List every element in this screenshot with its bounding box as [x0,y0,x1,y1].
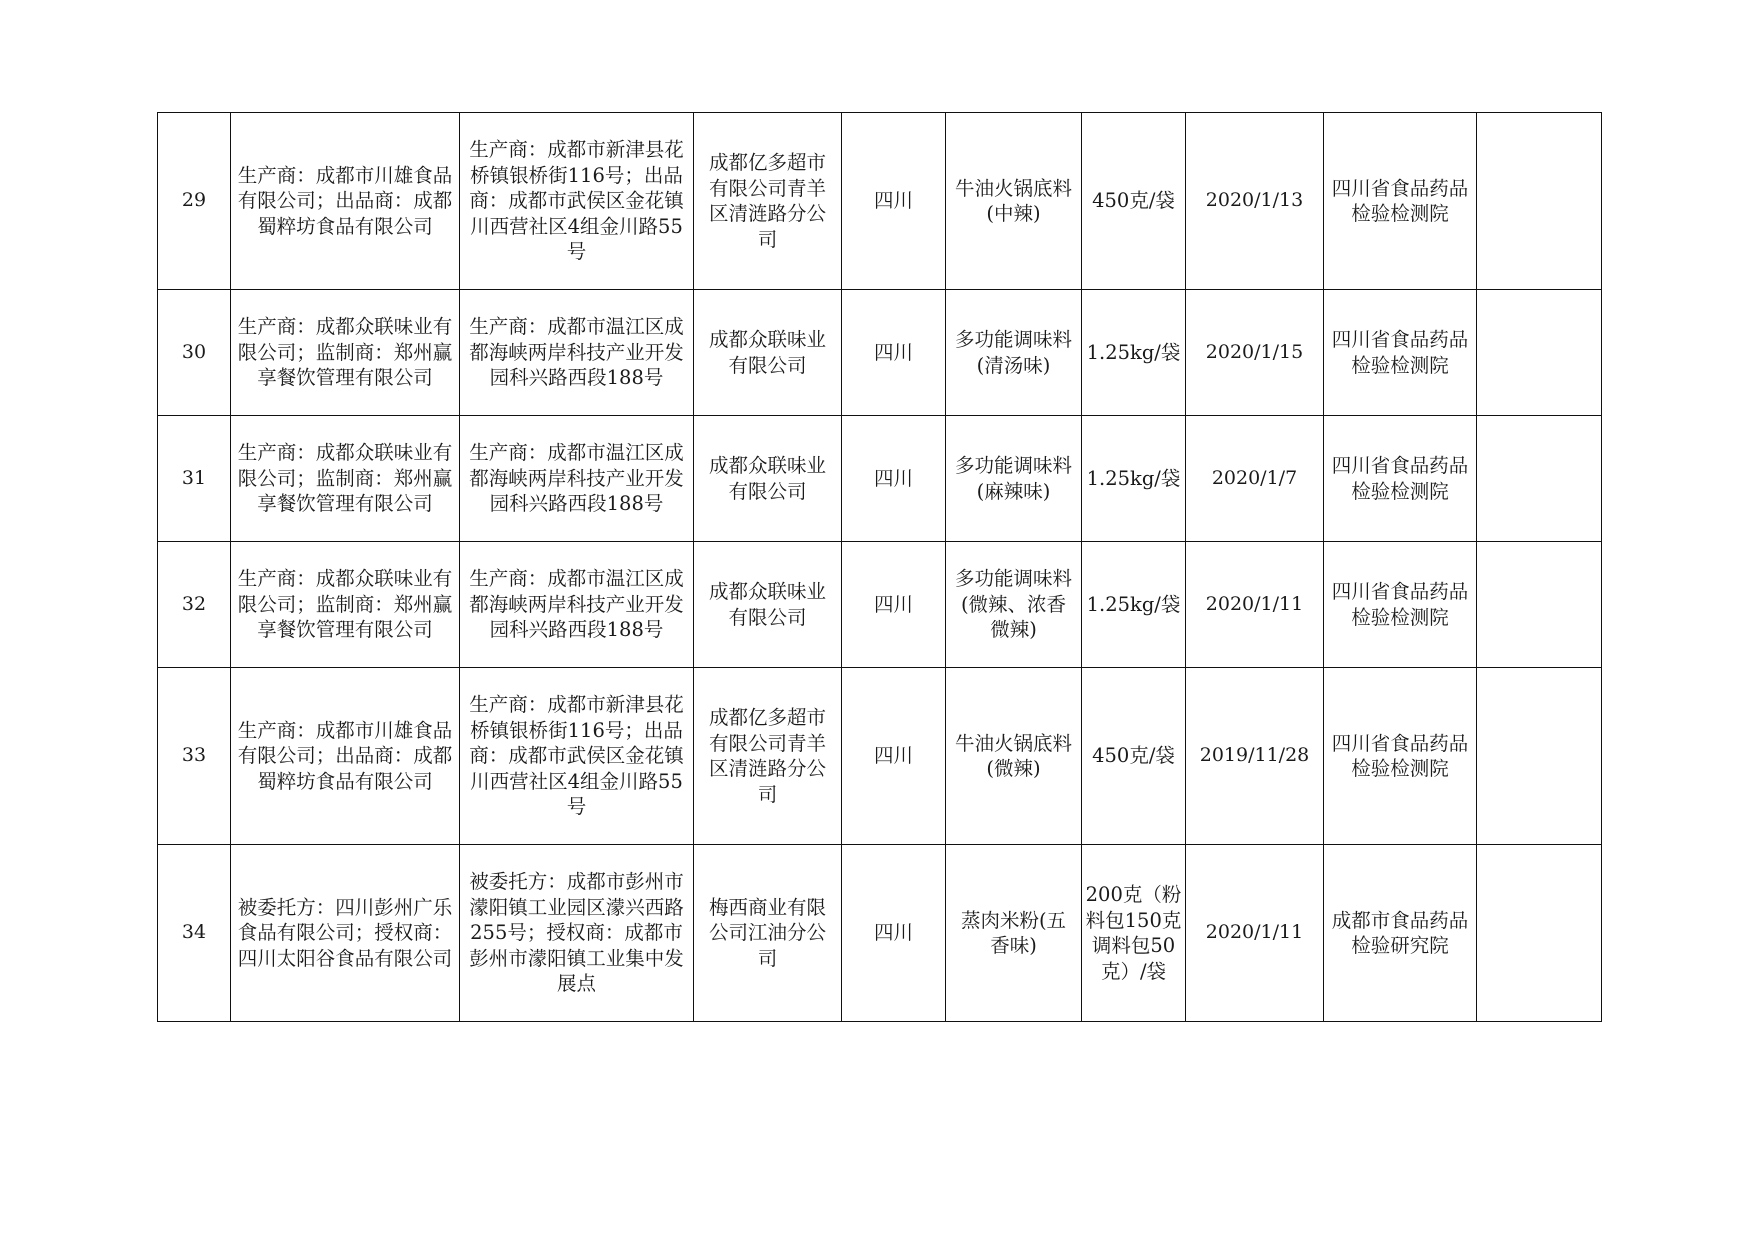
seller-cell: 成都亿多超市有限公司青羊区清涟路分公司 [694,668,842,845]
date-cell: 2020/1/13 [1186,113,1324,290]
date-cell: 2019/11/28 [1186,668,1324,845]
address-cell: 被委托方：成都市彭州市濛阳镇工业园区濛兴西路255号；授权商：成都市彭州市濛阳镇工业集中发展点 [460,845,694,1022]
institute-cell: 成都市食品药品检验研究院 [1324,845,1477,1022]
province-cell: 四川 [842,416,946,542]
row-number: 29 [158,113,231,290]
table-row [158,542,1602,668]
spec-cell: 450克/袋 [1082,668,1186,845]
product-cell: 牛油火锅底料(微辣) [946,668,1082,845]
address-cell: 生产商：成都市温江区成都海峡两岸科技产业开发园科兴路西段188号 [460,416,694,542]
institute-cell: 四川省食品药品检验检测院 [1324,542,1477,668]
sampling-results-table [157,112,1602,1022]
row-number: 30 [158,290,231,416]
remark-cell [1477,542,1602,668]
address-cell: 生产商：成都市新津县花桥镇银桥街116号；出品商：成都市武侯区金花镇川西营社区4组金川路55号 [460,113,694,290]
province-cell: 四川 [842,668,946,845]
row-number: 31 [158,416,231,542]
spec-cell: 200克（粉料包150克调料包50克）/袋 [1082,845,1186,1022]
seller-cell: 成都众联味业有限公司 [694,542,842,668]
producer-cell: 生产商：成都市川雄食品有限公司；出品商：成都蜀粹坊食品有限公司 [231,113,460,290]
product-cell: 多功能调味料(微辣、浓香微辣) [946,542,1082,668]
remark-cell [1477,113,1602,290]
date-cell: 2020/1/11 [1186,542,1324,668]
seller-cell: 成都众联味业有限公司 [694,290,842,416]
address-cell: 生产商：成都市温江区成都海峡两岸科技产业开发园科兴路西段188号 [460,542,694,668]
table-row [158,668,1602,845]
date-cell: 2020/1/11 [1186,845,1324,1022]
province-cell: 四川 [842,290,946,416]
remark-cell [1477,668,1602,845]
producer-cell: 生产商：成都众联味业有限公司；监制商：郑州赢享餐饮管理有限公司 [231,542,460,668]
address-cell: 生产商：成都市新津县花桥镇银桥街116号；出品商：成都市武侯区金花镇川西营社区4组金川路55号 [460,668,694,845]
table-row [158,845,1602,1022]
seller-cell: 梅西商业有限公司江油分公司 [694,845,842,1022]
product-cell: 多功能调味料(清汤味) [946,290,1082,416]
row-number: 32 [158,542,231,668]
province-cell: 四川 [842,113,946,290]
spec-cell: 450克/袋 [1082,113,1186,290]
date-cell: 2020/1/7 [1186,416,1324,542]
institute-cell: 四川省食品药品检验检测院 [1324,668,1477,845]
product-cell: 多功能调味料(麻辣味) [946,416,1082,542]
remark-cell [1477,416,1602,542]
date-cell: 2020/1/15 [1186,290,1324,416]
spec-cell: 1.25kg/袋 [1082,416,1186,542]
table-row [158,290,1602,416]
institute-cell: 四川省食品药品检验检测院 [1324,113,1477,290]
row-number: 34 [158,845,231,1022]
producer-cell: 生产商：成都市川雄食品有限公司；出品商：成都蜀粹坊食品有限公司 [231,668,460,845]
spec-cell: 1.25kg/袋 [1082,290,1186,416]
province-cell: 四川 [842,542,946,668]
producer-cell: 生产商：成都众联味业有限公司；监制商：郑州赢享餐饮管理有限公司 [231,416,460,542]
producer-cell: 被委托方：四川彭州广乐食品有限公司；授权商：四川太阳谷食品有限公司 [231,845,460,1022]
seller-cell: 成都众联味业有限公司 [694,416,842,542]
address-cell: 生产商：成都市温江区成都海峡两岸科技产业开发园科兴路西段188号 [460,290,694,416]
institute-cell: 四川省食品药品检验检测院 [1324,290,1477,416]
spec-cell: 1.25kg/袋 [1082,542,1186,668]
product-cell: 牛油火锅底料(中辣) [946,113,1082,290]
institute-cell: 四川省食品药品检验检测院 [1324,416,1477,542]
seller-cell: 成都亿多超市有限公司青羊区清涟路分公司 [694,113,842,290]
remark-cell [1477,845,1602,1022]
remark-cell [1477,290,1602,416]
table-row [158,113,1602,290]
row-number: 33 [158,668,231,845]
table-row [158,416,1602,542]
product-cell: 蒸肉米粉(五香味) [946,845,1082,1022]
province-cell: 四川 [842,845,946,1022]
producer-cell: 生产商：成都众联味业有限公司；监制商：郑州赢享餐饮管理有限公司 [231,290,460,416]
